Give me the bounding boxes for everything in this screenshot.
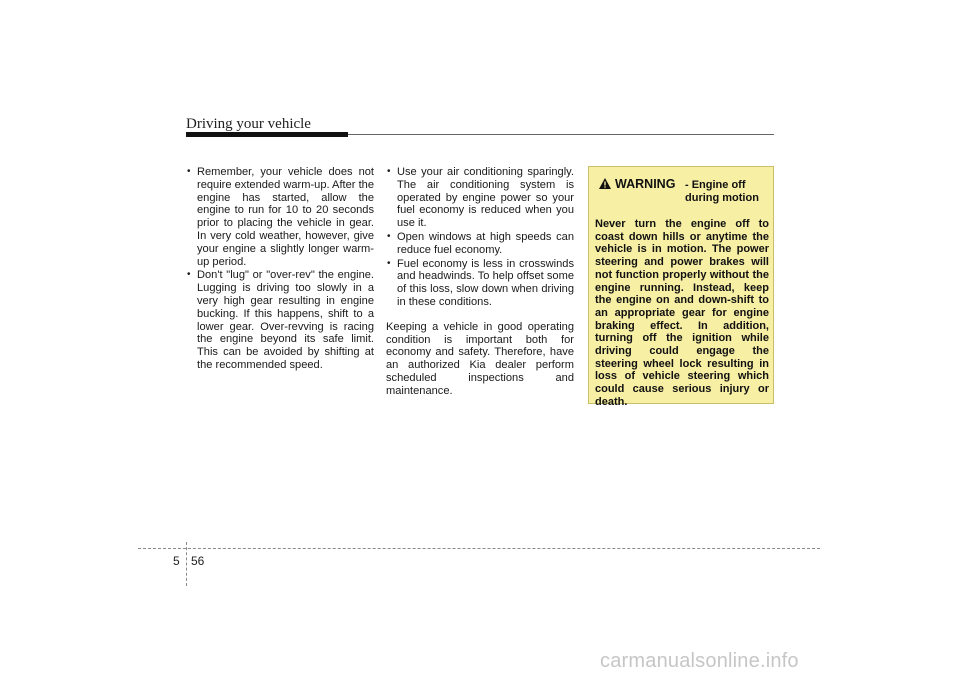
maintenance-paragraph: Keeping a vehicle in good operating condition is important both for economy and safety. Therefore, have an authorized Kia dealer perform scheduled inspections and maintenance. [386, 320, 574, 397]
warning-box [588, 166, 774, 408]
footer-divider [186, 542, 187, 586]
bullet-dot-icon: • [387, 166, 391, 177]
bullet-dot-icon: • [387, 257, 391, 269]
bullet-dot-icon: • [387, 230, 391, 242]
page-header-title: Driving your vehicle [186, 116, 311, 132]
left-column [186, 166, 374, 373]
bullet-dot-icon: • [187, 166, 191, 177]
list-item: • Fuel economy is less in crosswinds and headwinds. To help offset some of this loss, slow down when driving in these conditions. [387, 257, 574, 308]
warning-label: WARNING [615, 177, 676, 191]
warning-triangle-icon [599, 178, 611, 189]
list-item: • Open windows at high speeds can reduce fuel economy. [387, 230, 574, 256]
list-item: • Remember, your vehicle does not require extended warm-up. After the engine has started, allow the engine to run for 10 to 20 seconds prior to placing the vehicle in gear. In very cold weather, however, give your engine a slightly longer warm-up period. [187, 166, 374, 268]
watermark: carmanualsonline.info [600, 650, 799, 672]
warning-text: Never turn the engine off to coast down hills or anytime the vehicle is in motion. The power steering and power brakes will not function properly without the engine running. Instead, keep the engine on and down-shift to an appropriate gear for engine braking effect. In addition, turning off the ignition while driving could engage the steering wheel lock resulting in loss of vehicle steering which could cause serious injury or death. [595, 218, 769, 408]
middle-bullet-list [386, 166, 574, 309]
bullet-dot-icon: • [187, 269, 191, 281]
list-item: • Use your air conditioning sparingly. The air conditioning system is operated by engine power so your fuel economy is reduced when you use it. [387, 166, 574, 230]
warning-subtitle: - Engine off during motion [685, 179, 759, 204]
middle-column [386, 166, 574, 398]
left-bullet-list [186, 166, 374, 372]
warning-header [599, 177, 769, 217]
chapter-number: 5 [173, 554, 180, 568]
list-item: • Don't "lug" or "over-rev" the engine. Lugging is driving too slowly in a very high gear resulting in engine bucking. If this happens, shift to a lower gear. Over-revving is racing the engine beyond its safe limit. This can be avoided by shifting at the recommended speed. [187, 269, 374, 371]
page-number: 56 [191, 554, 205, 568]
header-accent-bar [186, 132, 348, 137]
footer-rule [138, 548, 820, 549]
